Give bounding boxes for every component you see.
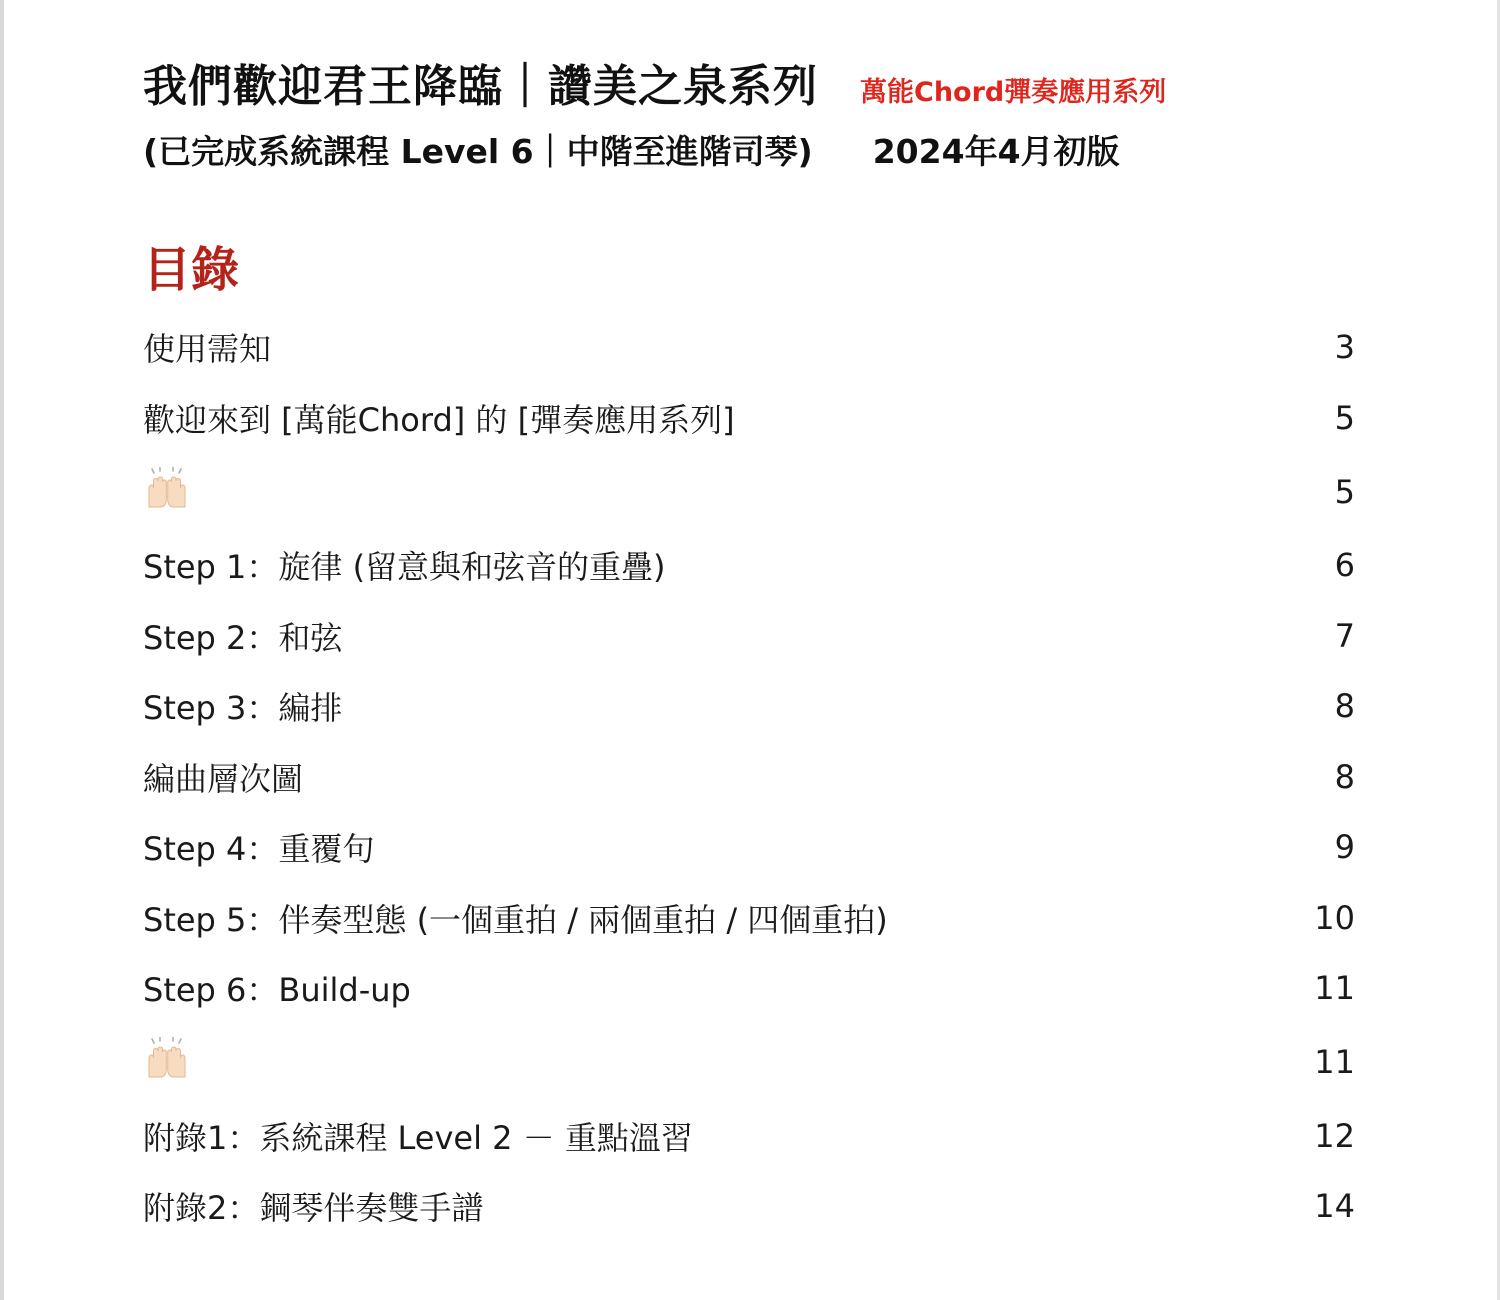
document-title: 我們歡迎君王降臨｜讚美之泉系列 [143,61,818,112]
subtitle-row [143,126,1355,174]
toc-item-page: 8 [1334,687,1355,726]
toc-item[interactable] [143,1171,1355,1242]
series-tag: 萬能Chord彈奏應用系列 [860,77,1167,108]
toc-item-label: 附錄2：鋼琴伴奏雙手譜 [143,1189,484,1228]
toc-heading: 目錄 [143,242,240,298]
toc-item-label: Step 2：和弦 [143,618,343,657]
toc-item-label [143,467,191,517]
toc-item[interactable] [143,671,1355,742]
document-page [143,50,1355,1242]
toc-item-page: 11 [1314,969,1355,1008]
toc-item-label: 歡迎來到 [萬能Chord] 的 [彈奏應用系列] [143,400,735,439]
toc-item[interactable] [143,312,1355,383]
toc-item-page: 7 [1334,616,1355,655]
toc-item-page: 8 [1334,757,1355,796]
toc-item[interactable] [143,383,1355,454]
toc-item-page: 5 [1334,472,1355,511]
toc-item[interactable] [143,953,1355,1024]
title-row [143,50,1355,112]
toc-item-page: 14 [1314,1187,1355,1226]
toc-item[interactable] [143,453,1355,530]
page-edge-left [0,0,4,1300]
toc-item-page: 12 [1314,1116,1355,1155]
toc-item-page: 11 [1314,1043,1355,1081]
toc-item-label: Step 4：重覆句 [143,830,375,869]
toc-item[interactable] [143,1024,1355,1101]
raising-hands-icon [143,1037,191,1077]
document-subtitle: (已完成系統課程 Level 6｜中階至進階司琴) [143,132,813,171]
toc-item[interactable] [143,883,1355,954]
toc-item-label: 使用需知 [143,330,272,369]
toc-item[interactable] [143,601,1355,672]
toc-item-label: Step 5：伴奏型態 (一個重拍 / 兩個重拍 / 四個重拍) [143,900,888,939]
toc-item[interactable] [143,1101,1355,1172]
edition-date: 2024年4月初版 [872,132,1120,171]
toc-item-page: 9 [1334,828,1355,867]
toc-item-label: 附錄1：系統課程 Level 2 － 重點溫習 [143,1118,693,1157]
toc-item-label: Step 6：Build-up [143,971,411,1010]
toc-item[interactable] [143,812,1355,883]
toc-item[interactable] [143,742,1355,813]
toc-item-label: 編曲層次圖 [143,759,304,798]
raising-hands-icon [143,467,191,507]
toc-item-page: 6 [1334,546,1355,585]
toc-item-page: 10 [1314,898,1355,937]
toc-item-label: Step 3：編排 [143,689,343,728]
toc-item-label: Step 1：旋律 (留意與和弦音的重疊) [143,548,666,587]
toc-list [143,312,1355,1242]
toc-item[interactable] [143,530,1355,601]
toc-item-page: 5 [1334,398,1355,437]
toc-item-page: 3 [1334,328,1355,367]
toc-item-label [143,1037,191,1087]
